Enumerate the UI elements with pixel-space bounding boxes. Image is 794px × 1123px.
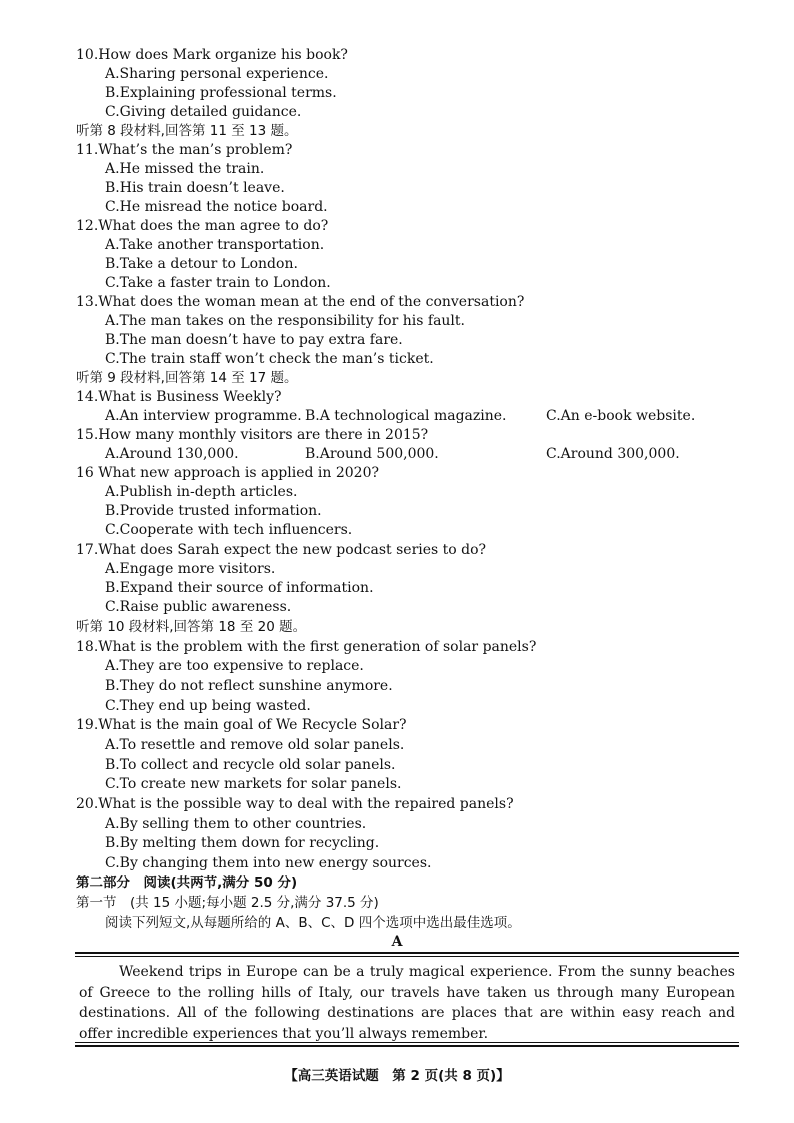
option: C.Around 300,000.: [546, 446, 680, 462]
question-11: 11.What’s the man’s problem?: [76, 142, 293, 158]
option: B.Take a detour to London.: [105, 256, 298, 272]
option: A.Around 130,000.: [105, 446, 239, 462]
option: B.They do not reflect sunshine anymore.: [105, 678, 393, 694]
passage-box: [75, 952, 739, 1047]
option: A.By selling them to other countries.: [105, 816, 367, 832]
question-20: 20.What is the possible way to deal with the repaired panels?: [76, 796, 514, 812]
option: C.To create new markets for solar panels.: [105, 776, 402, 792]
question-12: 12.What does the man agree to do?: [76, 218, 329, 234]
option: C.By changing them into new energy sources.: [105, 855, 432, 871]
section-instruction-10: 听第 10 段材料,回答第 18 至 20 题。: [76, 619, 307, 635]
option: C.The train staff won’t check the man’s ticket.: [105, 351, 434, 367]
page-footer: 【高三英语试题 第 2 页(共 8 页)】: [284, 1068, 510, 1084]
question-16: 16 What new approach is applied in 2020?: [76, 465, 379, 481]
part2-heading: 第二部分 阅读(共两节,满分 50 分): [76, 875, 298, 891]
section-instruction-8: 听第 8 段材料,回答第 11 至 13 题。: [76, 123, 298, 139]
question-18: 18.What is the problem with the first generation of solar panels?: [76, 639, 537, 655]
option: C.An e-book website.: [546, 408, 696, 424]
option-row: [105, 445, 745, 463]
option: A.He missed the train.: [105, 161, 265, 177]
option: C.They end up being wasted.: [105, 698, 311, 714]
option: A.They are too expensive to replace.: [105, 658, 364, 674]
option: B.By melting them down for recycling.: [105, 835, 380, 851]
option: A.Sharing personal experience.: [105, 66, 329, 82]
option: C.Cooperate with tech influencers.: [105, 522, 353, 538]
option: B.Explaining professional terms.: [105, 85, 337, 101]
option: B.His train doesn’t leave.: [105, 180, 285, 196]
passage-text: Weekend trips in Europe can be a truly magical experience. From the sunny beaches of Greece to the rolling hills of Italy, our travels have taken us through many European destinations. All of the following destinations are places that are within easy reach and offer incredible experiences that you’ll always remember.: [79, 964, 735, 1042]
question-13: 13.What does the woman mean at the end of the conversation?: [76, 294, 525, 310]
option: C.Giving detailed guidance.: [105, 104, 302, 120]
question-15: 15.How many monthly visitors are there in 2015?: [76, 427, 429, 443]
option: A.Take another transportation.: [105, 237, 325, 253]
option: C.He misread the notice board.: [105, 199, 328, 215]
option: B.The man doesn’t have to pay extra fare.: [105, 332, 403, 348]
option-row: [105, 407, 745, 425]
option: B.Provide trusted information.: [105, 503, 322, 519]
option: A.An interview programme.: [105, 408, 302, 424]
question-19: 19.What is the main goal of We Recycle Solar?: [76, 717, 407, 733]
reading-instruction: 阅读下列短文,从每题所给的 A、B、C、D 四个选项中选出最佳选项。: [105, 915, 521, 931]
section-instruction-9: 听第 9 段材料,回答第 14 至 17 题。: [76, 370, 298, 386]
option: A.The man takes on the responsibility for his fault.: [105, 313, 465, 329]
passage-label: A: [391, 934, 403, 950]
option: C.Take a faster train to London.: [105, 275, 331, 291]
option: A.Engage more visitors.: [105, 561, 276, 577]
question-17: 17.What does Sarah expect the new podcast series to do?: [76, 542, 487, 558]
option: B.Expand their source of information.: [105, 580, 374, 596]
section1-heading: 第一节 (共 15 小题;每小题 2.5 分,满分 37.5 分): [76, 895, 379, 911]
option: B.Around 500,000.: [305, 446, 439, 462]
option: B.A technological magazine.: [305, 408, 507, 424]
option: C.Raise public awareness.: [105, 599, 292, 615]
question-10: 10.How does Mark organize his book?: [76, 47, 348, 63]
option: A.To resettle and remove old solar panels.: [105, 737, 405, 753]
option: B.To collect and recycle old solar panels.: [105, 757, 396, 773]
question-14: 14.What is Business Weekly?: [76, 389, 282, 405]
option: A.Publish in-depth articles.: [105, 484, 298, 500]
